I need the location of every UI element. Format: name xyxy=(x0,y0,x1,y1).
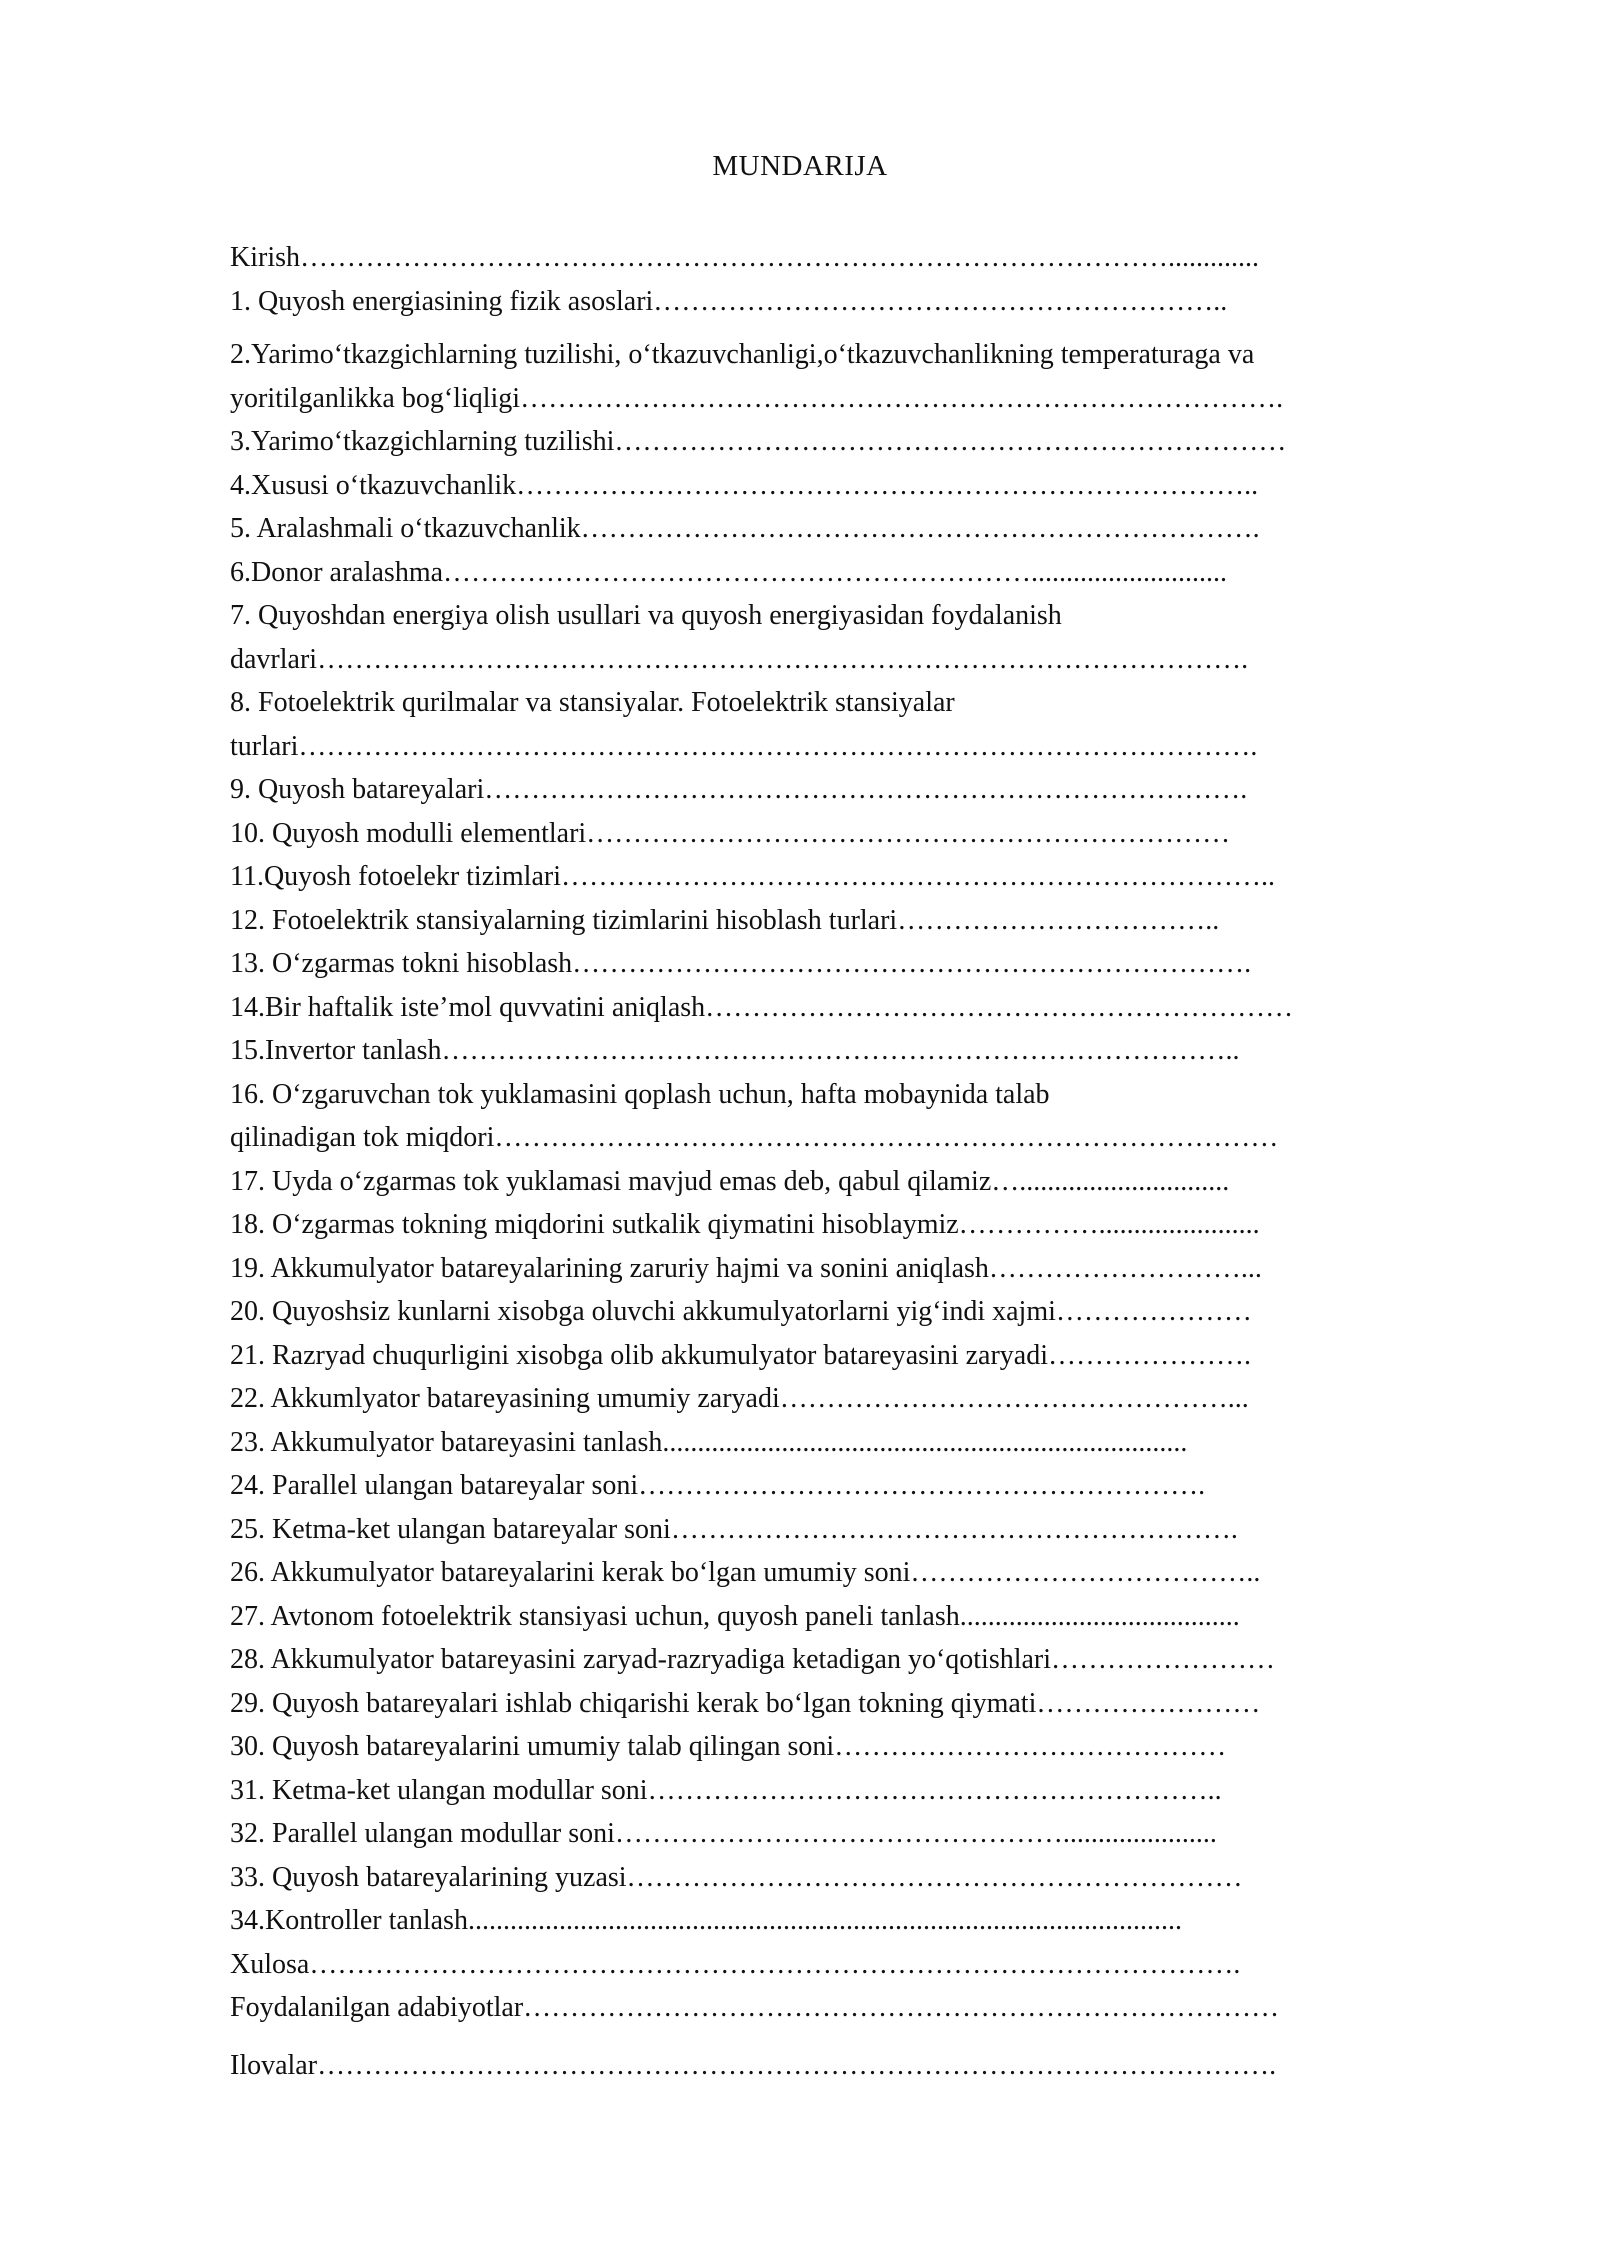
toc-line: 29. Quyosh batareyalari ishlab chiqarishi kerak bo‘lgan tokning qiymati…………………… xyxy=(230,1687,1261,1719)
toc-line: 33. Quyosh batareyalarining yuzasi………………………………………………………… xyxy=(230,1861,1243,1893)
toc-line: 26. Akkumulyator batareyalarini kerak bo‘lgan umumiy soni……………………………….. xyxy=(230,1557,1261,1588)
toc-line: 15.Invertor tanlash………………………………………………………………………….. xyxy=(230,1035,1240,1066)
toc-line: 14.Bir haftalik iste’mol quvvatini aniqlash……………………………………………………… xyxy=(230,991,1294,1023)
toc-line-conclusion: Xulosa………………………………………………………………………………………. xyxy=(230,1948,1241,1980)
toc-line: 23. Akkumulyator batareyasini tanlash........................................................................... xyxy=(230,1426,1188,1458)
toc-line: 5. Aralashmali o‘tkazuvchanlik………………………………………………………………. xyxy=(230,513,1260,544)
toc-line: 16. O‘zgaruvchan tok yuklamasini qoplash uchun, hafta mobaynida talab xyxy=(230,1078,1050,1110)
toc-line: 17. Uyda o‘zgarmas tok yuklamasi mavjud emas deb, qabul qilamiz….............................. xyxy=(230,1165,1230,1197)
toc-line: 7. Quyoshdan energiya olish usullari va quyosh energiyasidan foydalanish xyxy=(230,600,1062,631)
toc-line: 27. Avtonom fotoelektrik stansiyasi uchun, quyosh paneli tanlash........................................ xyxy=(230,1600,1240,1632)
toc-line: 1. Quyosh energiasining fizik asoslari…………………………………………………….. xyxy=(230,285,1228,317)
table-of-contents xyxy=(230,236,1470,2087)
toc-line: 20. Quyoshsiz kunlarni xisobga oluvchi akkumulyatorlarni yig‘indi xajmi………………… xyxy=(230,1296,1252,1327)
toc-line: 11.Quyosh fotoelekr tizimlari………………………………………………………………….. xyxy=(230,861,1275,892)
page-title: MUNDARIJA xyxy=(712,150,888,182)
toc-line-references: Foydalanilgan adabiyotlar……………………………………………………………………… xyxy=(230,1992,1280,2023)
toc-line: 12. Fotoelektrik stansiyalarning tizimlarini hisoblash turlari…………………………….. xyxy=(230,904,1220,936)
toc-line: davrlari………………………………………………………………………………………. xyxy=(230,643,1249,675)
toc-line: 18. O‘zgarmas tokning miqdorini sutkalik qiymatini hisoblaymiz……………....................... xyxy=(230,1209,1260,1240)
toc-line: 3.Yarimo‘tkazgichlarning tuzilishi……………………………………………………………… xyxy=(230,426,1287,457)
toc-line: 2.Yarimo‘tkazgichlarning tuzilishi, o‘tkazuvchanligi,o‘tkazuvchanlikning temperaturaga va xyxy=(230,339,1255,370)
toc-line: 10. Quyosh modulli elementlari…………………………………………………………… xyxy=(230,817,1231,849)
toc-line: 25. Ketma-ket ulangan batareyalar soni……………………………………………………. xyxy=(230,1513,1238,1545)
toc-line: 8. Fotoelektrik qurilmalar va stansiyalar. Fotoelektrik stansiyalar xyxy=(230,687,955,718)
toc-line: 32. Parallel ulangan modullar soni…………………………………………...................... xyxy=(230,1818,1217,1849)
toc-line: 6.Donor aralashma………………………………………………………............................ xyxy=(230,556,1228,588)
toc-line: yoritilganlikka bog‘liqligi………………………………………………………………………. xyxy=(230,382,1284,414)
toc-line: 22. Akkumlyator batareyasining umumiy zaryadi…………………………………………... xyxy=(230,1383,1249,1414)
toc-line: 30. Quyosh batareyalarini umumiy talab qilingan soni…………………………………… xyxy=(230,1731,1227,1762)
toc-line: 13. O‘zgarmas tokni hisoblash………………………………………………………………. xyxy=(230,948,1252,979)
toc-line: 34.Kontroller tanlash...................................................................................................... xyxy=(230,1905,1182,1936)
toc-line: 28. Akkumulyator batareyasini zaryad-razryadiga ketadigan yo‘qotishlari…………………… xyxy=(230,1644,1276,1675)
toc-line: 24. Parallel ulangan batareyalar soni……………………………………………………. xyxy=(230,1470,1206,1501)
toc-line-appendices: Ilovalar…………………………………………………………………………………………. xyxy=(230,2049,1277,2081)
toc-line: 19. Akkumulyator batareyalarining zaruriy hajmi va sonini aniqlash………………………... xyxy=(230,1252,1262,1284)
toc-line: turlari…………………………………………………………………………………………. xyxy=(230,730,1258,762)
toc-line: qilinadigan tok miqdori………………………………………………………………………… xyxy=(230,1122,1279,1153)
toc-line: 31. Ketma-ket ulangan modullar soni…………………………………………………….. xyxy=(230,1774,1222,1806)
toc-line: 4.Xususi o‘tkazuvchanlik…………………………………………………………………….. xyxy=(230,469,1259,501)
toc-line: 21. Razryad chuqurligini xisobga olib akkumulyator batareyasini zaryadi…………………. xyxy=(230,1339,1251,1371)
toc-line: Kirish…………………………………………………………………………………............. xyxy=(230,242,1259,273)
toc-line: 9. Quyosh batareyalari………………………………………………………………………. xyxy=(230,774,1248,805)
